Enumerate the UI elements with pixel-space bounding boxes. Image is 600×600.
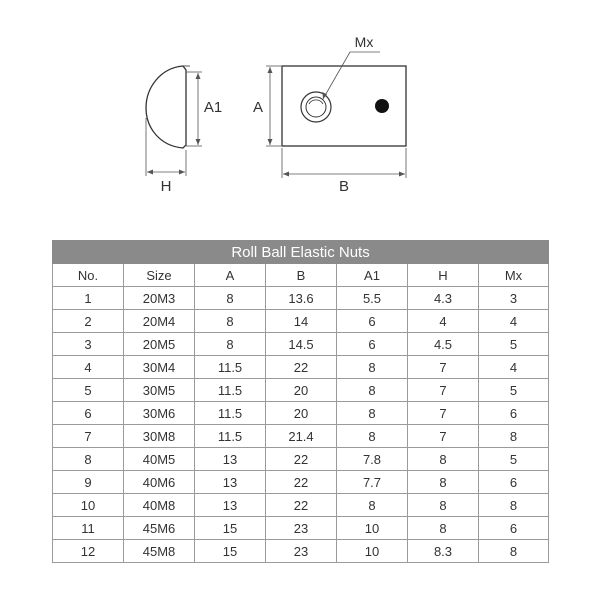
table-cell: 40M6 [124,471,195,494]
table-cell: 40M8 [124,494,195,517]
table-cell: 30M8 [124,425,195,448]
table-cell: 13.6 [266,287,337,310]
table-cell: 23 [266,540,337,563]
table-cell: 20M3 [124,287,195,310]
column-header: No. [53,264,124,287]
table-cell: 7 [53,425,124,448]
table-cell: 23 [266,517,337,540]
table-row [53,379,549,402]
table-cell: 8 [337,425,408,448]
table-row [53,425,549,448]
table-cell: 4.3 [408,287,479,310]
table-row [53,333,549,356]
table-cell: 15 [195,517,266,540]
table-cell: 6 [479,402,549,425]
table-cell: 8 [195,333,266,356]
table-header-row [53,264,549,287]
table-cell: 22 [266,448,337,471]
table-cell: 7 [408,379,479,402]
table-cell: 8 [195,287,266,310]
table-row [53,310,549,333]
table-cell: 30M5 [124,379,195,402]
table-cell: 8 [408,471,479,494]
table-cell: 10 [337,540,408,563]
table-cell: 8 [195,310,266,333]
table-row [53,287,549,310]
side-view [146,66,190,148]
table-cell: 22 [266,494,337,517]
column-header: H [408,264,479,287]
table-cell: 6 [337,310,408,333]
column-header: B [266,264,337,287]
mx-label: Mx [354,34,374,50]
table-cell: 5 [479,379,549,402]
table-cell: 20M4 [124,310,195,333]
table-cell: 45M8 [124,540,195,563]
table-cell: 14 [266,310,337,333]
ball-dot [375,99,389,113]
table-cell: 4 [479,310,549,333]
table-cell: 7 [408,425,479,448]
spec-table [52,240,549,563]
table-cell: 3 [53,333,124,356]
table-cell: 6 [337,333,408,356]
table-cell: 13 [195,448,266,471]
table-cell: 4 [408,310,479,333]
table-cell: 11.5 [195,402,266,425]
table-cell: 8.3 [408,540,479,563]
table-cell: 22 [266,471,337,494]
table-cell: 12 [53,540,124,563]
table-cell: 6 [479,517,549,540]
table-cell: 11 [53,517,124,540]
h-label: H [160,178,172,195]
table-row [53,448,549,471]
table-cell: 4.5 [408,333,479,356]
table-cell: 1 [53,287,124,310]
technical-drawing [0,0,600,210]
a-label: A [252,99,264,116]
table-cell: 8 [337,402,408,425]
table-cell: 5 [53,379,124,402]
table-cell: 30M4 [124,356,195,379]
table-cell: 4 [53,356,124,379]
table-title: Roll Ball Elastic Nuts [53,241,549,264]
table-row [53,494,549,517]
a1-dimension [186,72,202,146]
a1-label: A1 [203,99,223,116]
table-cell: 20 [266,402,337,425]
column-header: A [195,264,266,287]
a-dimension [266,66,281,146]
table-cell: 9 [53,471,124,494]
table-cell: 8 [479,494,549,517]
b-dimension [282,148,406,178]
table-cell: 14.5 [266,333,337,356]
table-row [53,471,549,494]
table-cell: 20 [266,379,337,402]
table-cell: 7 [408,356,479,379]
table-cell: 15 [195,540,266,563]
front-view [282,66,406,146]
table-cell: 21.4 [266,425,337,448]
mx-leader [323,52,381,99]
b-label: B [338,178,350,195]
table-cell: 3 [479,287,549,310]
table-cell: 5.5 [337,287,408,310]
table-cell: 20M5 [124,333,195,356]
table-cell: 10 [53,494,124,517]
table-cell: 8 [337,356,408,379]
table-cell: 7.7 [337,471,408,494]
column-header: Size [124,264,195,287]
table-cell: 8 [53,448,124,471]
table-cell: 8 [479,425,549,448]
table-row [53,517,549,540]
table-cell: 11.5 [195,425,266,448]
table-cell: 30M6 [124,402,195,425]
table-cell: 7.8 [337,448,408,471]
table-cell: 2 [53,310,124,333]
table-cell: 45M6 [124,517,195,540]
table-row [53,356,549,379]
table-cell: 40M5 [124,448,195,471]
column-header: Mx [479,264,549,287]
table-row [53,402,549,425]
dome-outline [146,66,186,148]
table-cell: 13 [195,494,266,517]
table-cell: 5 [479,333,549,356]
table-cell: 6 [479,471,549,494]
table-cell: 11.5 [195,356,266,379]
table-cell: 8 [479,540,549,563]
table-cell: 8 [408,494,479,517]
table-row [53,540,549,563]
table-cell: 13 [195,471,266,494]
table-cell: 8 [337,379,408,402]
table-cell: 8 [408,517,479,540]
table-cell: 8 [337,494,408,517]
table-cell: 8 [408,448,479,471]
table-cell: 5 [479,448,549,471]
column-header: A1 [337,264,408,287]
table-cell: 7 [408,402,479,425]
table-cell: 10 [337,517,408,540]
table-cell: 6 [53,402,124,425]
table-cell: 11.5 [195,379,266,402]
table-cell: 22 [266,356,337,379]
table-cell: 4 [479,356,549,379]
